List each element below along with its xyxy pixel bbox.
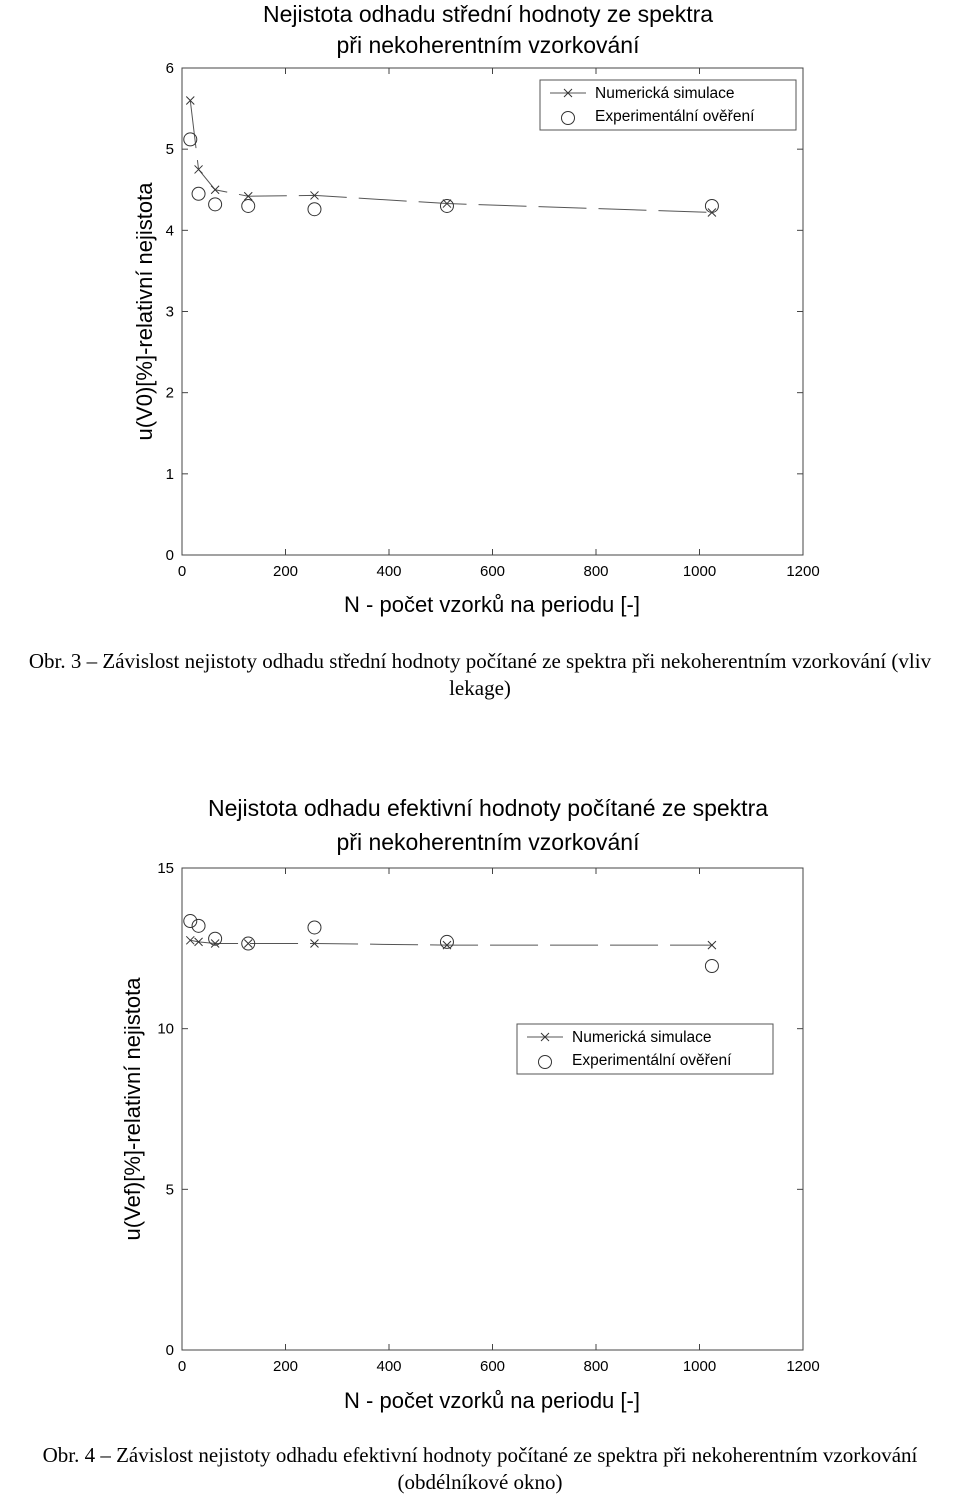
x-tick-label: 600	[479, 1358, 506, 1375]
data-point-experiment	[705, 199, 718, 212]
x-tick-label: 600	[479, 563, 506, 580]
y-tick-label: 5	[165, 1181, 174, 1199]
x-axis-label: N - počet vzorků na periodu [-]	[344, 592, 640, 617]
y-tick-label: 15	[157, 860, 174, 877]
y-axis-label: u(Vef)[%]-relativní nejistota	[120, 977, 145, 1241]
chart-mean-uncertainty	[0, 0, 960, 640]
plot-area-frame	[182, 68, 803, 555]
chart-title-line: Nejistota odhadu efektivní hodnoty počítané ze spektra	[207, 795, 769, 821]
y-tick-label: 3	[165, 303, 174, 321]
y-axis-label: u(V0)[%]-relativní nejistota	[132, 182, 157, 441]
y-tick-label: 10	[157, 1020, 174, 1038]
legend-label: Experimentální ověření	[572, 1052, 732, 1069]
data-point-experiment	[705, 960, 718, 973]
x-tick-label: 200	[272, 1358, 299, 1375]
x-tick-label: 1000	[682, 563, 717, 580]
x-tick-label: 800	[583, 563, 609, 580]
y-tick-label: 1	[165, 465, 174, 483]
figure-caption-4: Obr. 4 – Závislost nejistoty odhadu efektivní hodnoty počítané ze spektra při nekoherentním vzorkování (obdélníkové okno)	[42, 1443, 918, 1494]
legend-label: Numerická simulace	[572, 1029, 712, 1046]
y-tick-label: 2	[165, 384, 174, 402]
figure-caption-3: Obr. 3 – Závislost nejistoty odhadu střední hodnoty počítané ze spektra při nekoherentním vzorkování (vliv lekage)	[28, 649, 932, 700]
data-point-experiment	[209, 198, 222, 211]
y-tick-label: 5	[165, 141, 174, 159]
x-tick-label: 0	[177, 1358, 187, 1375]
data-point-experiment	[308, 921, 321, 934]
chart-rms-uncertainty	[0, 790, 960, 1430]
data-point-experiment	[192, 187, 205, 200]
legend-label: Numerická simulace	[595, 85, 735, 102]
data-point-experiment	[440, 935, 453, 948]
x-tick-label: 1000	[682, 1358, 717, 1375]
y-tick-label: 0	[165, 1342, 174, 1359]
legend	[517, 1024, 773, 1074]
series-line-simulation	[190, 940, 712, 945]
x-tick-label: 400	[376, 1358, 402, 1375]
x-tick-label: 200	[272, 563, 299, 580]
data-point-simulation	[186, 936, 194, 944]
y-tick-label: 0	[165, 547, 174, 564]
x-tick-label: 400	[376, 563, 402, 580]
x-tick-label: 1200	[786, 1358, 820, 1375]
plot-area-frame	[182, 868, 803, 1350]
x-tick-label: 0	[177, 563, 187, 580]
data-point-simulation	[211, 186, 219, 194]
data-point-experiment	[308, 203, 321, 216]
y-tick-label: 6	[165, 60, 174, 77]
y-tick-label: 4	[165, 222, 174, 240]
x-axis-label: N - počet vzorků na periodu [-]	[344, 1388, 640, 1413]
data-point-experiment	[242, 199, 255, 212]
chart-title-line: při nekoherentním vzorkování	[336, 829, 640, 855]
legend-label: Experimentální ověření	[595, 108, 755, 125]
x-tick-label: 800	[583, 1358, 609, 1375]
legend	[540, 80, 796, 130]
chart-title-line: Nejistota odhadu střední hodnoty ze spektra	[262, 1, 714, 27]
chart-title-line: při nekoherentním vzorkování	[336, 32, 640, 58]
x-tick-label: 1200	[786, 563, 820, 580]
data-point-experiment	[440, 199, 453, 212]
